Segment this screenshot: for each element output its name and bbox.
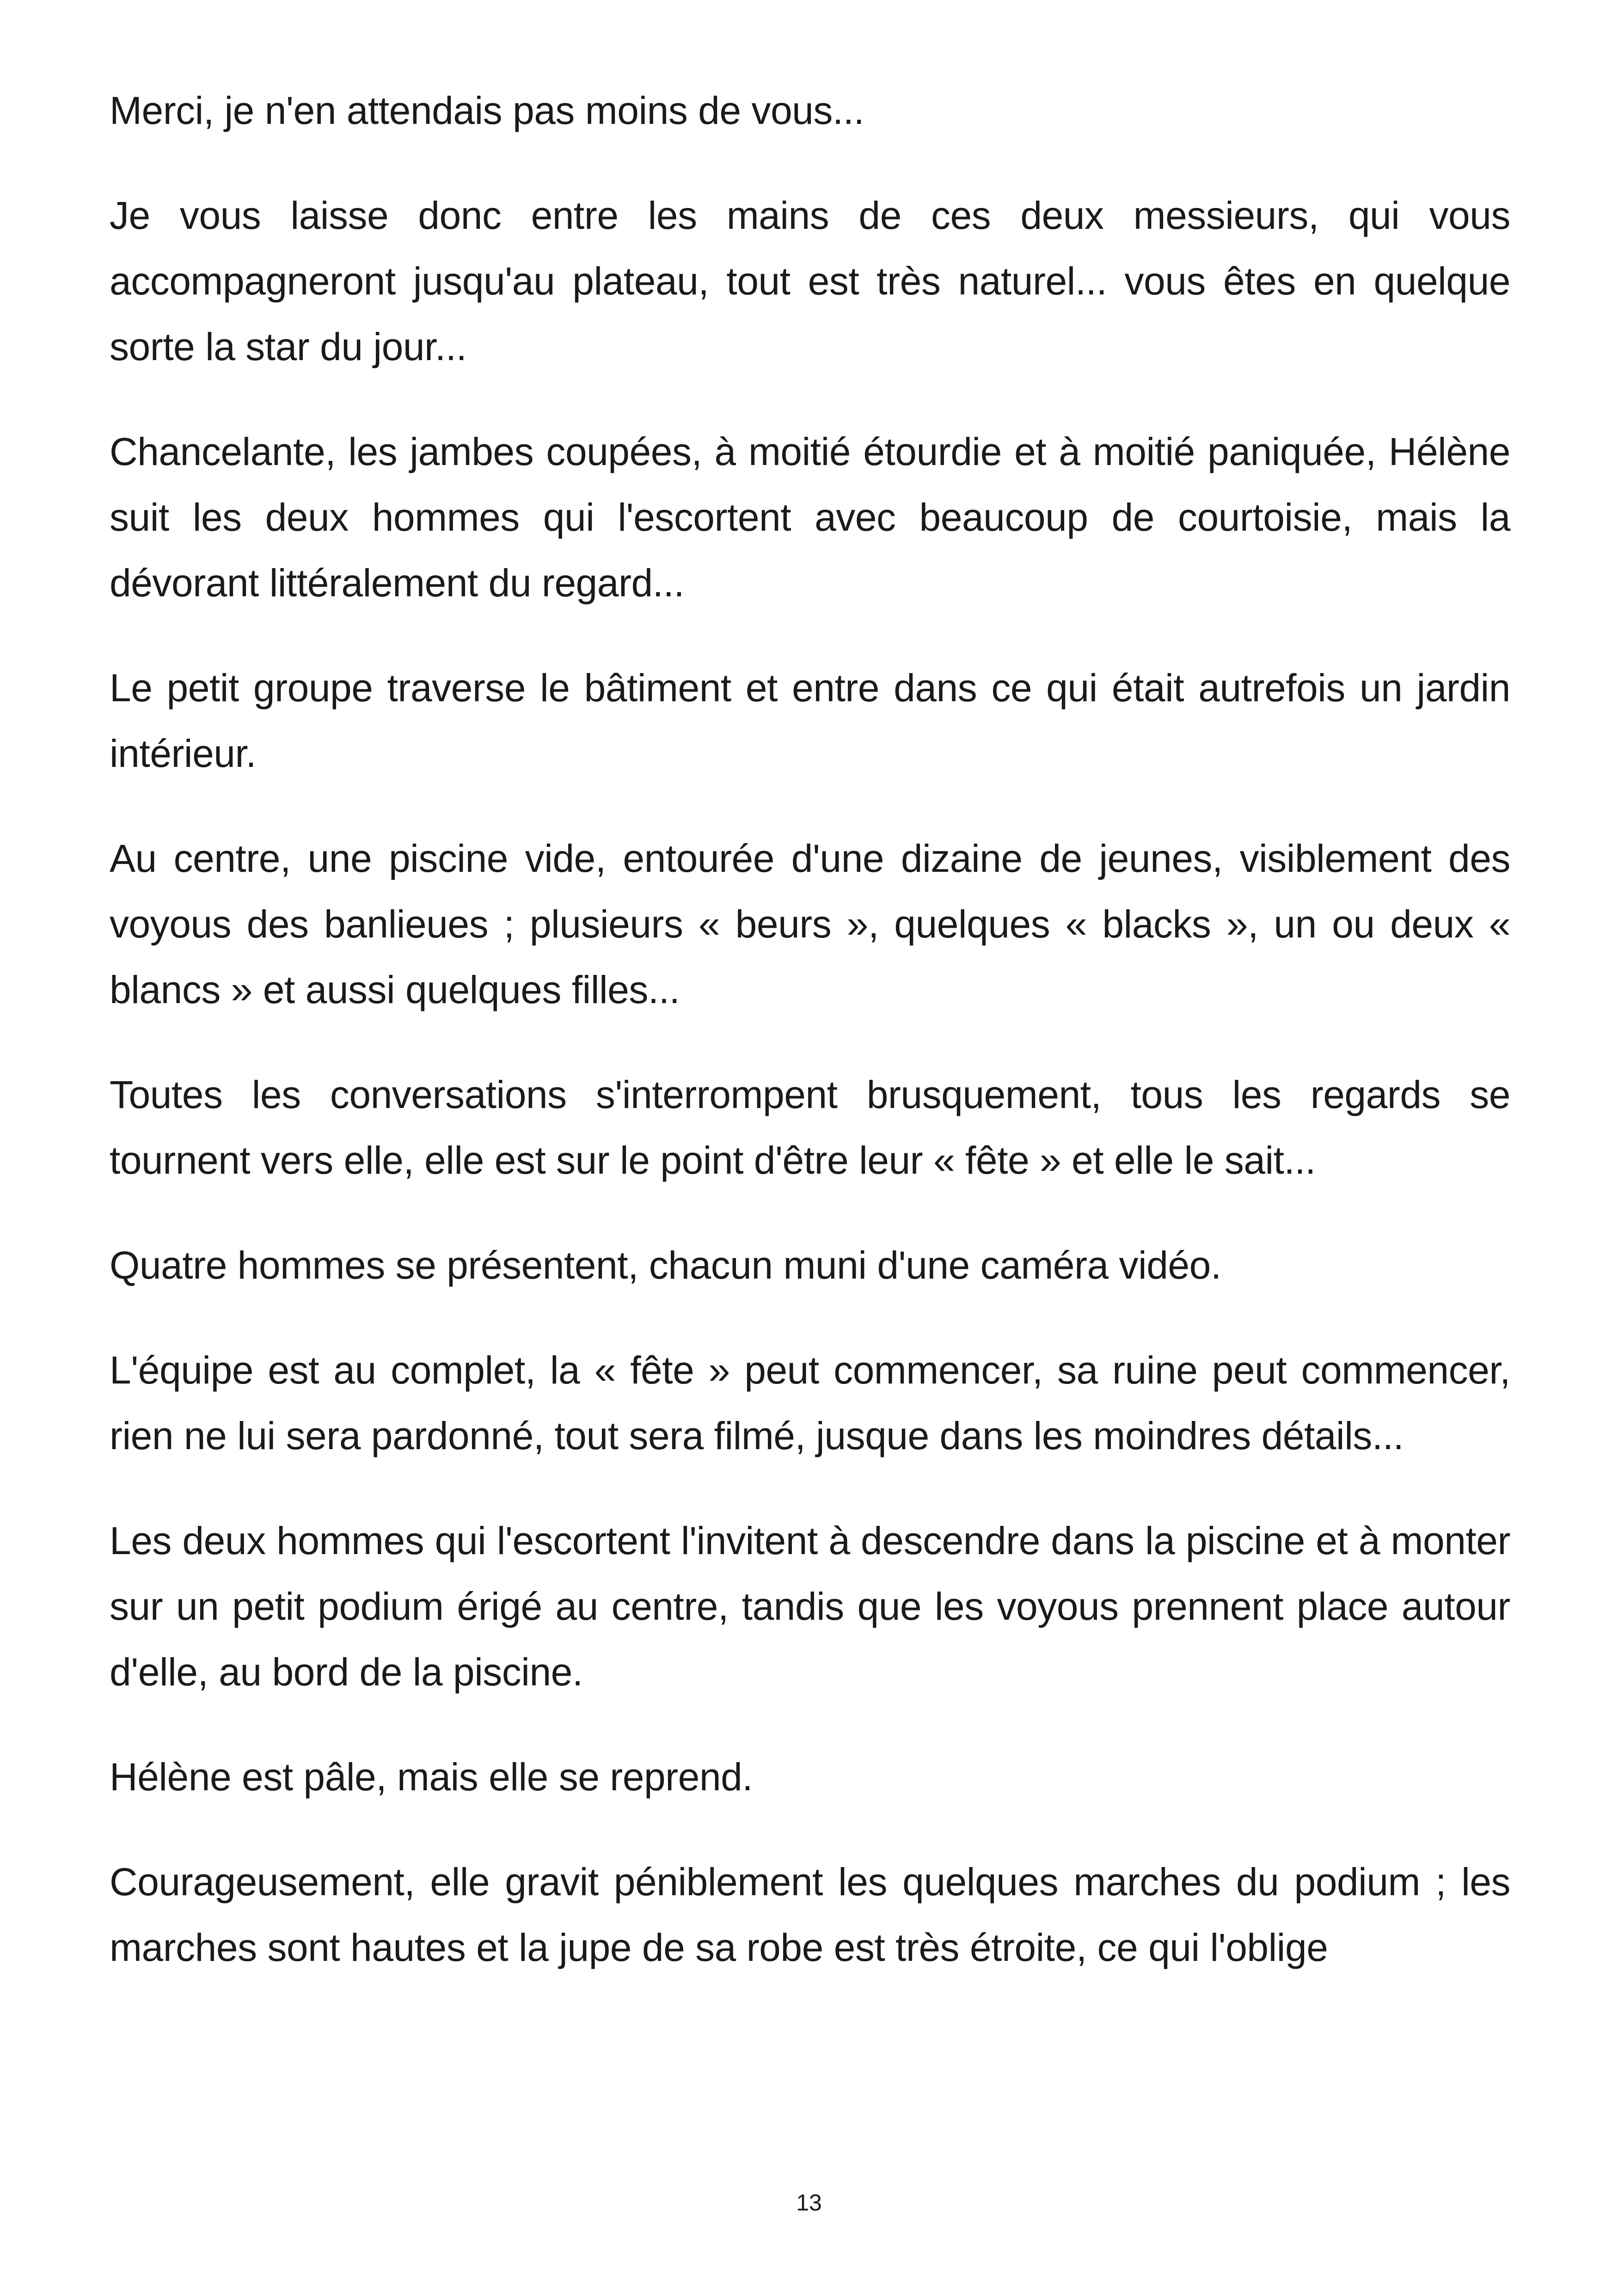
paragraph: Quatre hommes se présentent, chacun muni d'une caméra vidéo. [110, 1243, 1221, 1287]
paragraph: Les deux hommes qui l'escortent l'invitent à descendre dans la piscine et à monter sur un petit podium érigé au centre, tandis que les voyous prennent place autour d'elle, au bord de la piscine. [110, 1519, 1510, 1694]
paragraph: L'équipe est au complet, la « fête » peut commencer, sa ruine peut commencer, rien ne lui sera pardonné, tout sera filmé, jusque dans les moindres détails... [110, 1348, 1510, 1457]
paragraph: Chancelante, les jambes coupées, à moitié étourdie et à moitié paniquée, Hélène suit les deux hommes qui l'escortent avec beaucoup de courtoisie, mais la dévorant littéralement du regard... [110, 430, 1510, 605]
page-number: 13 [796, 2190, 822, 2216]
paragraph: Courageusement, elle gravit péniblement les quelques marches du podium ; les marches sont hautes et la jupe de sa robe est très étroite, ce qui l'oblige [110, 1860, 1510, 1969]
paragraph: Toutes les conversations s'interrompent brusquement, tous les regards se tournent vers elle, elle est sur le point d'être leur « fête » et elle le sait... [110, 1073, 1510, 1182]
paragraph: Merci, je n'en attendais pas moins de vous... [110, 89, 864, 132]
body-text [110, 78, 1510, 2020]
paragraph: Au centre, une piscine vide, entourée d'une dizaine de jeunes, visiblement des voyous des banlieues ; plusieurs « beurs », quelques « blacks », un ou deux « blancs » et aussi quelques filles... [110, 837, 1510, 1011]
paragraph: Le petit groupe traverse le bâtiment et entre dans ce qui était autrefois un jardin intérieur. [110, 666, 1510, 775]
paragraph: Je vous laisse donc entre les mains de ces deux messieurs, qui vous accompagneront jusqu'au plateau, tout est très naturel... vous êtes en quelque sorte la star du jour... [110, 194, 1510, 368]
paragraph: Hélène est pâle, mais elle se reprend. [110, 1755, 753, 1799]
